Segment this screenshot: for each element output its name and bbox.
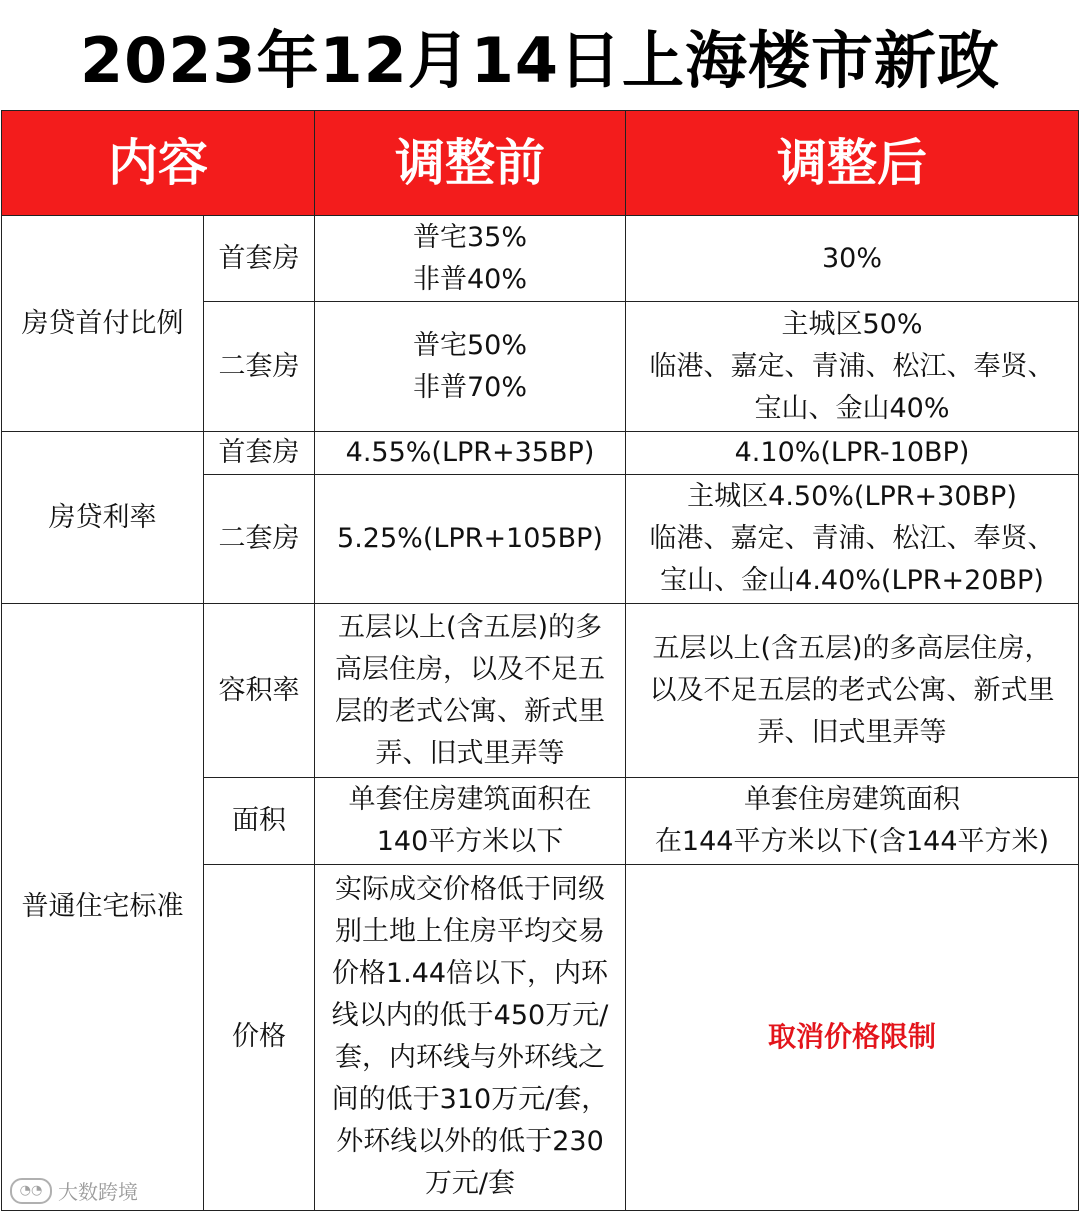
category-down-payment: 房贷首付比例 xyxy=(2,216,204,432)
cell-line: 非普70% xyxy=(412,371,527,403)
sub-label: 首套房 xyxy=(204,432,315,475)
cell-line: 临港、嘉定、青浦、松江、奉贤、 xyxy=(649,350,1055,382)
cell-after xyxy=(626,777,1079,864)
cell-line: 宝山、金山4.40%(LPR+20BP) xyxy=(660,565,1044,597)
cell-line: 五层以上(含五层)的多高层住房， xyxy=(652,632,1052,664)
header-after: 调整后 xyxy=(626,111,1079,216)
cell-line: 主城区4.50%(LPR+30BP) xyxy=(687,481,1017,513)
cell-before xyxy=(315,777,626,864)
category-loan-rate: 房贷利率 xyxy=(2,432,204,604)
cell-line: 非普40% xyxy=(412,263,527,295)
cell-before: 4.55%(LPR+35BP) xyxy=(315,432,626,475)
sub-label: 价格 xyxy=(204,864,315,1210)
cell-before xyxy=(315,604,626,777)
header-content: 内容 xyxy=(2,111,315,216)
cell-line: 高层住房，以及不足五 xyxy=(335,653,605,685)
cell-before xyxy=(315,864,626,1210)
cell-line: 弄、旧式里弄等 xyxy=(375,737,565,769)
cell-line: 外环线以外的低于230 xyxy=(336,1126,604,1158)
header-before: 调整前 xyxy=(315,111,626,216)
page-title: 2023年12月14日上海楼市新政 xyxy=(79,23,1001,97)
sub-label: 容积率 xyxy=(204,604,315,777)
cell-line: 140平方米以下 xyxy=(376,825,564,857)
cell-line: 价格1.44倍以下，内环 xyxy=(331,958,609,990)
cell-line: 宝山、金山40% xyxy=(754,392,950,424)
logo-icon: ◔◔ xyxy=(10,1178,52,1204)
cell-line: 别土地上住房平均交易 xyxy=(335,916,605,948)
cell-line: 弄、旧式里弄等 xyxy=(757,716,947,748)
cell-line: 套，内环线与外环线之 xyxy=(335,1042,605,1074)
cell-after xyxy=(626,216,1079,302)
watermark-text: 大数跨境 xyxy=(58,1180,138,1204)
cell-line: 普宅50% xyxy=(412,329,527,361)
cell-before: 5.25%(LPR+105BP) xyxy=(315,475,626,604)
sub-label: 面积 xyxy=(204,777,315,864)
cell-line: 30% xyxy=(821,242,882,274)
watermark xyxy=(10,1176,138,1205)
cell-line: 临港、嘉定、青浦、松江、奉贤、 xyxy=(649,523,1055,555)
sub-label: 二套房 xyxy=(204,475,315,604)
cell-line: 万元/套 xyxy=(424,1168,516,1200)
table-row xyxy=(2,432,1079,475)
cell-after-price: 取消价格限制 xyxy=(626,864,1079,1210)
cell-after xyxy=(626,302,1079,432)
cell-line: 线以内的低于450万元/ xyxy=(331,1000,609,1032)
sub-label: 二套房 xyxy=(204,302,315,432)
cell-after xyxy=(626,604,1079,777)
cell-line: 以及不足五层的老式公寓、新式里 xyxy=(649,674,1055,706)
cell-line: 在144平方米以下(含144平方米) xyxy=(654,825,1050,857)
cell-after: 4.10%(LPR-10BP) xyxy=(626,432,1079,475)
cell-line: 实际成交价格低于同级 xyxy=(335,874,605,906)
sub-label: 首套房 xyxy=(204,216,315,302)
cell-after xyxy=(626,475,1079,604)
cell-line: 层的老式公寓、新式里 xyxy=(335,695,605,727)
cell-before xyxy=(315,302,626,432)
cell-line: 间的低于310万元/套， xyxy=(331,1084,609,1116)
policy-table xyxy=(1,110,1079,1211)
cell-before xyxy=(315,216,626,302)
category-standard: 普通住宅标准 xyxy=(2,604,204,1211)
cell-line: 五层以上(含五层)的多 xyxy=(337,611,603,643)
cell-line: 主城区50% xyxy=(781,308,923,340)
cell-line: 单套住房建筑面积 xyxy=(744,783,960,815)
table-row xyxy=(2,216,1079,302)
table-header-row xyxy=(2,111,1079,216)
cell-line: 普宅35% xyxy=(412,221,527,253)
table-row xyxy=(2,604,1079,777)
cell-line: 单套住房建筑面积在 xyxy=(348,783,592,815)
